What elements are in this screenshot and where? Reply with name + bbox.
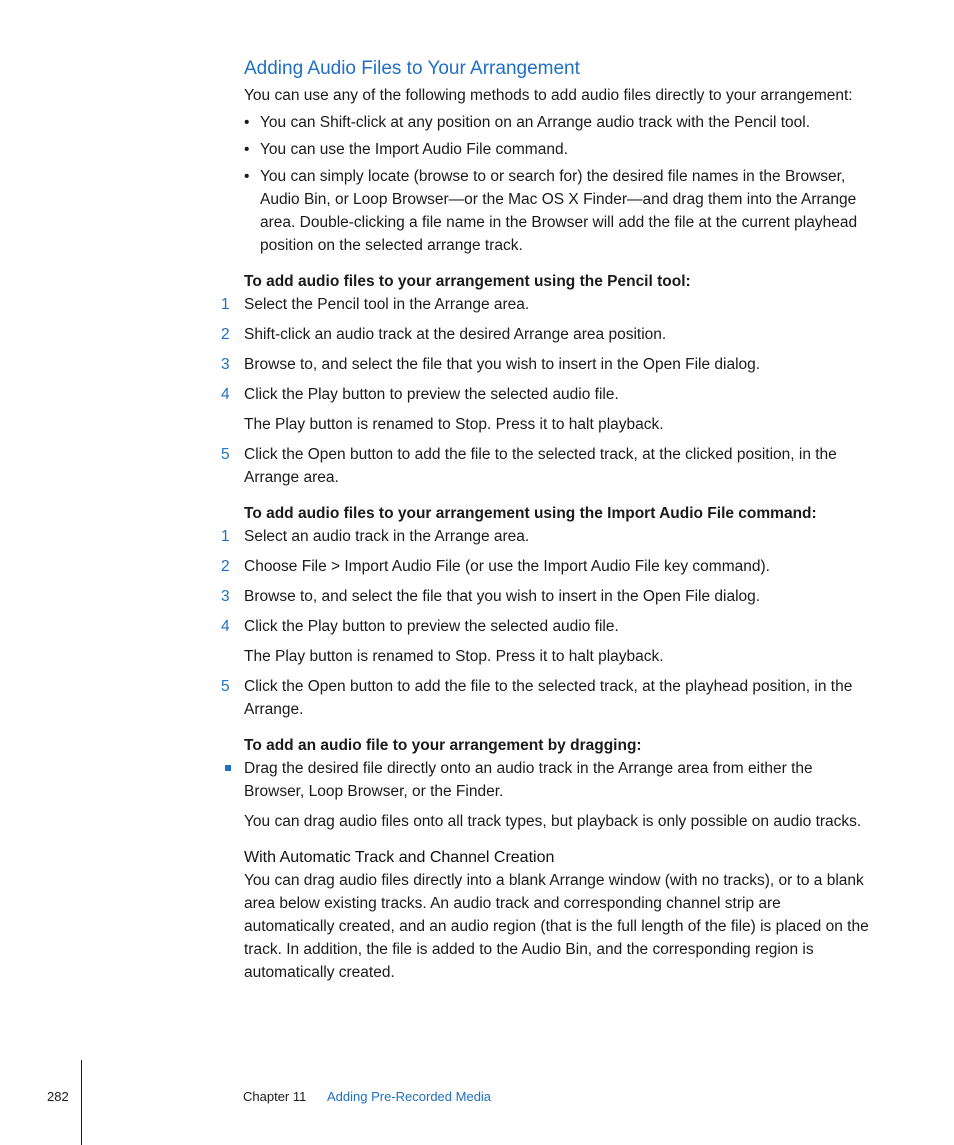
step-text: Select an audio track in the Arrange area.	[244, 528, 530, 545]
step-number: 4	[221, 386, 230, 403]
bullet-icon: •	[244, 141, 250, 158]
step-text: Browse to, and select the file that you wish to insert in the Open File dialog.	[244, 356, 761, 373]
main-content	[221, 84, 874, 984]
square-bullet-icon	[225, 765, 231, 771]
list-item-text: You can simply locate (browse to or search for) the desired file names in the Browser, Audio Bin, or Loop Browser—or the Mac OS X Finder—and drag them into the Arrange area. Double-clicking a file name in the Browser will add the file at the current playhead position on the selected arrange track.	[260, 168, 858, 254]
import-steps-list	[221, 525, 874, 721]
methods-list	[244, 111, 874, 257]
step-item	[221, 675, 874, 721]
step-note: The Play button is renamed to Stop. Press it to halt playback.	[244, 648, 664, 665]
step-text: Click the Play button to preview the selected audio file.	[244, 386, 619, 403]
section-title: Adding Audio Files to Your Arrangement	[244, 58, 580, 79]
step-item	[221, 615, 874, 668]
list-item	[244, 757, 874, 803]
bullet-icon: •	[244, 114, 250, 131]
step-number: 5	[221, 678, 230, 695]
step-text: Browse to, and select the file that you wish to insert in the Open File dialog.	[244, 588, 761, 605]
list-item-text: You can use the Import Audio File command.	[260, 141, 568, 158]
step-number: 3	[221, 588, 230, 605]
step-note: The Play button is renamed to Stop. Press it to halt playback.	[244, 416, 664, 433]
step-item	[221, 555, 874, 578]
footer-divider	[81, 1060, 82, 1145]
list-item	[244, 111, 874, 134]
step-number: 3	[221, 356, 230, 373]
pencil-steps-list	[221, 293, 874, 489]
step-text: Select the Pencil tool in the Arrange area.	[244, 296, 530, 313]
step-number: 1	[221, 528, 230, 545]
step-number: 2	[221, 558, 230, 575]
step-item	[221, 383, 874, 436]
auto-creation-body: You can drag audio files directly into a blank Arrange window (with no tracks), or to a blank area below existing tracks. An audio track and corresponding channel strip are automatically created, and an audio region (that is the full length of the file) is placed on the track. In addition, the file is added to the Audio Bin, and the corresponding region is automatically created.	[244, 872, 869, 981]
step-item	[221, 353, 874, 376]
step-text: Click the Play button to preview the selected audio file.	[244, 618, 619, 635]
step-text: Choose File > Import Audio File (or use the Import Audio File key command).	[244, 558, 770, 575]
list-item-text: Drag the desired file directly onto an audio track in the Arrange area from either the Browser, Loop Browser, or the Finder.	[244, 760, 813, 800]
list-item-text: You can Shift-click at any position on an Arrange audio track with the Pencil tool.	[260, 114, 811, 131]
step-item	[221, 323, 874, 346]
drag-list	[244, 757, 874, 803]
step-item	[221, 585, 874, 608]
import-task-heading: To add audio files to your arrangement using the Import Audio File command:	[244, 505, 817, 522]
chapter-label: Chapter 11	[243, 1089, 307, 1104]
step-item	[221, 525, 874, 548]
page-number: 282	[47, 1089, 69, 1104]
step-text: Click the Open button to add the file to the selected track, at the clicked position, in the Arrange area.	[244, 446, 837, 486]
chapter-title: Adding Pre-Recorded Media	[327, 1089, 492, 1104]
step-text: Click the Open button to add the file to the selected track, at the playhead position, in the Arrange.	[244, 678, 853, 718]
step-item	[221, 443, 874, 489]
step-number: 4	[221, 618, 230, 635]
pencil-task-heading: To add audio files to your arrangement using the Pencil tool:	[244, 273, 691, 290]
step-number: 1	[221, 296, 230, 313]
step-item	[221, 293, 874, 316]
step-number: 2	[221, 326, 230, 343]
drag-task-heading: To add an audio file to your arrangement by dragging:	[244, 737, 642, 754]
list-item	[244, 165, 874, 257]
bullet-icon: •	[244, 168, 250, 185]
auto-creation-heading: With Automatic Track and Channel Creation	[244, 849, 555, 866]
step-number: 5	[221, 446, 230, 463]
drag-note: You can drag audio files onto all track types, but playback is only possible on audio tracks.	[244, 813, 862, 830]
step-text: Shift-click an audio track at the desired Arrange area position.	[244, 326, 667, 343]
list-item	[244, 138, 874, 161]
intro-paragraph: You can use any of the following methods to add audio files directly to your arrangement:	[244, 87, 853, 104]
